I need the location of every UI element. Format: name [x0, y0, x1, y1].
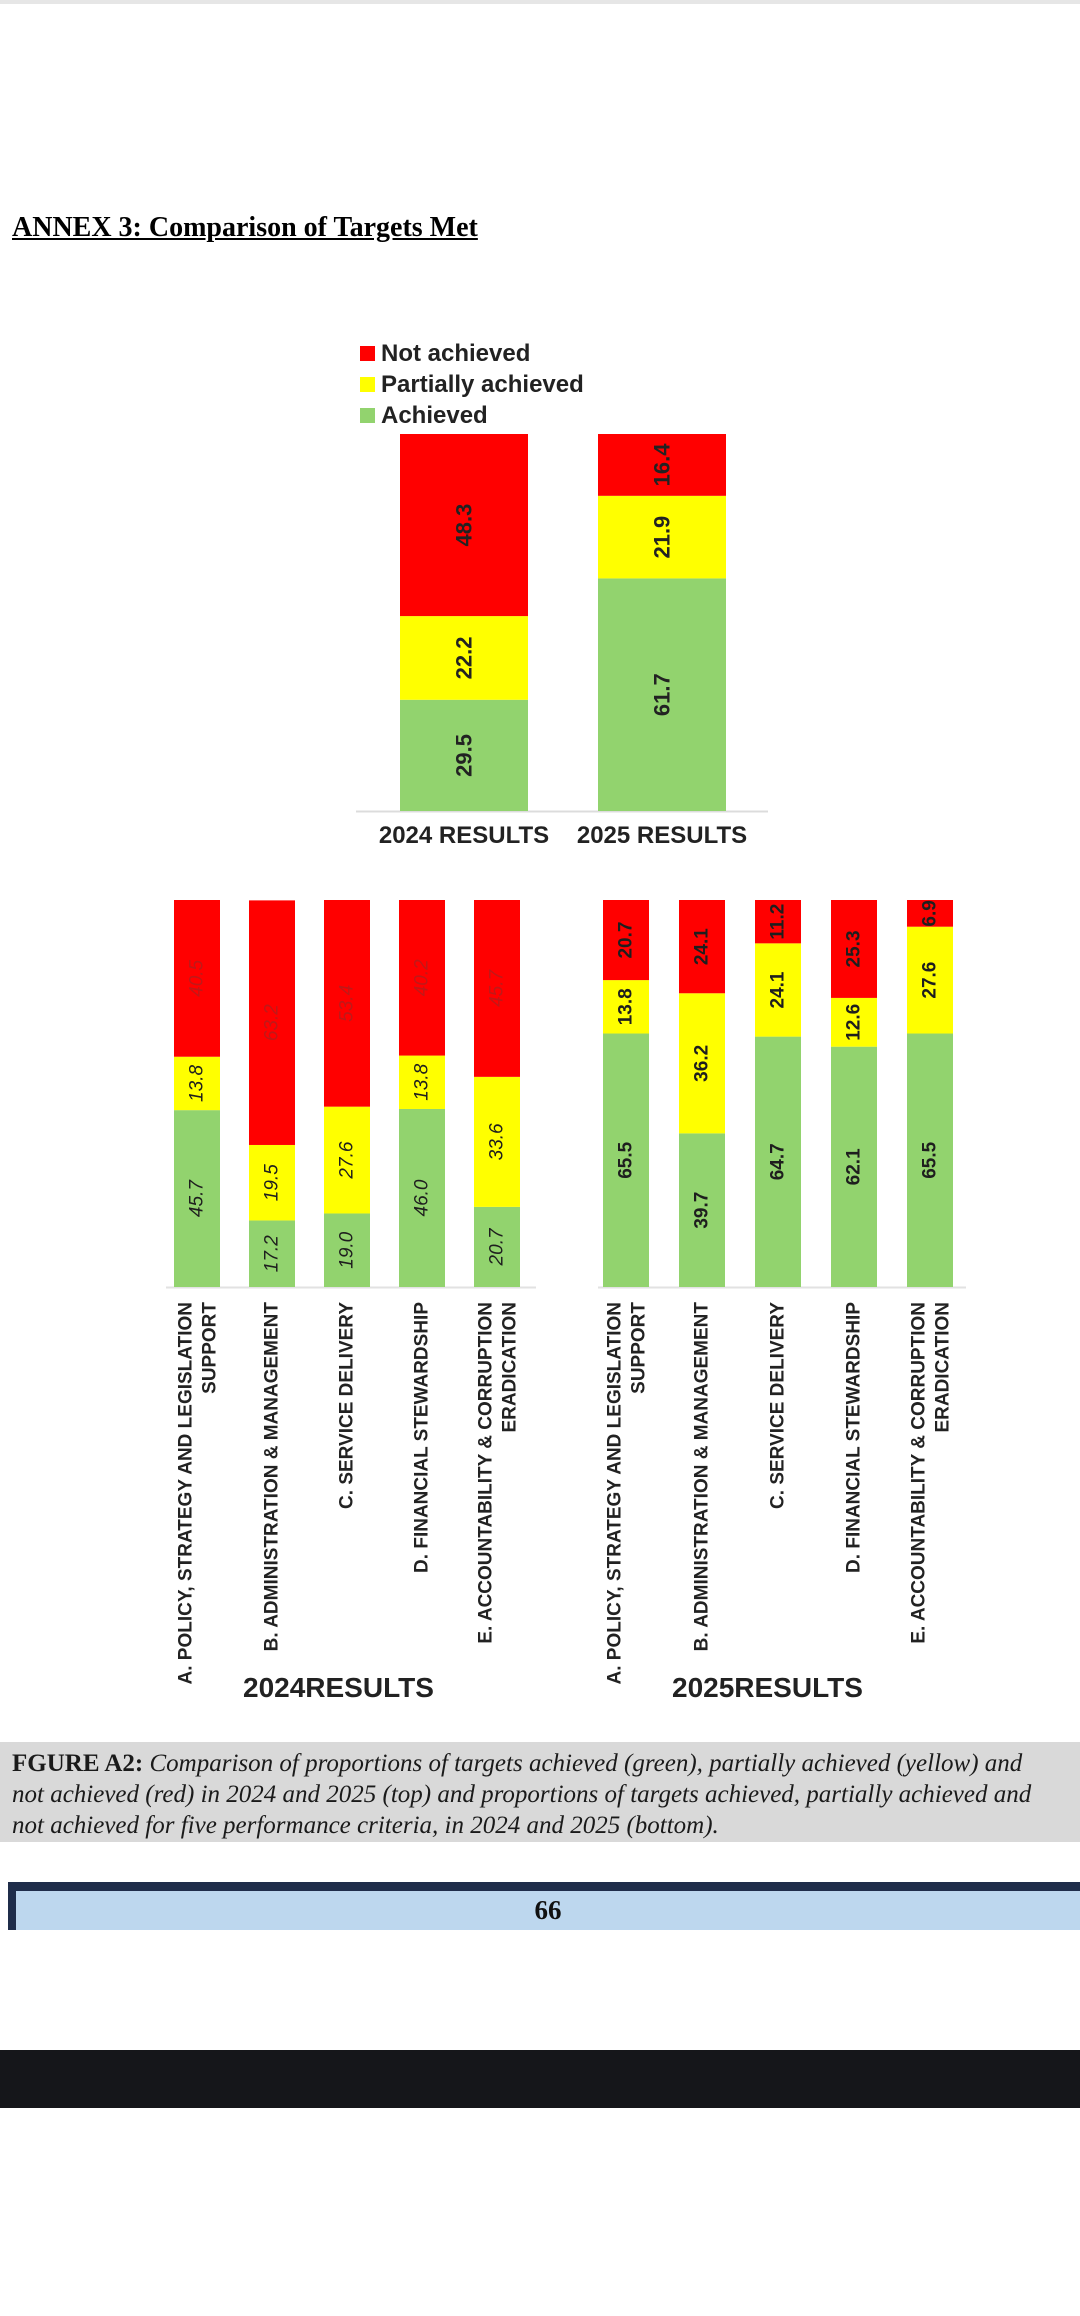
chart-2024-value-c-service-delivery-not-achieved: 53.4	[336, 984, 358, 1022]
value-label-2024-results-not-achieved: 48.3	[451, 503, 477, 547]
caption-line-3: not achieved for five performance criteria, in 2024 and 2025 (bottom).	[12, 1812, 719, 1839]
legend-label-achieved: Achieved	[381, 402, 488, 429]
chart-2024-value-d-financial-stewardship-achieved: 46.0	[411, 1179, 433, 1217]
chart-2024-value-b-administration-management-achieved: 17.2	[261, 1235, 283, 1273]
chart-2024-value-e-accountability-corruption-eradication-partially-achieved: 33.6	[486, 1123, 508, 1161]
chart-2025-category-a-policy-strategy-and-legislation-support-line-2: SUPPORT	[628, 1302, 650, 1394]
chart-2024-value-e-accountability-corruption-eradication-achieved: 20.7	[486, 1228, 508, 1266]
chart-2025-category-a-policy-strategy-and-legislation-support-line-1: A. POLICY, STRATEGY AND LEGISLATION	[604, 1302, 626, 1685]
chart-2025-value-d-financial-stewardship-not-achieved: 25.3	[843, 930, 865, 968]
chart-2024-category-e-accountability-corruption-eradication-line-2: ERADICATION	[499, 1302, 521, 1433]
chart-2025-category-e-accountability-corruption-eradication-line-1: E. ACCOUNTABILITY & CORRUPTION	[908, 1302, 930, 1644]
chart-2025-value-c-service-delivery-achieved: 64.7	[767, 1143, 789, 1181]
chart-2024-group-label: 2024RESULTS	[243, 1672, 434, 1703]
chart-2024-category-d-financial-stewardship: D. FINANCIAL STEWARDSHIP	[411, 1302, 433, 1573]
chart-2024-category-c-service-delivery: C. SERVICE DELIVERY	[336, 1302, 358, 1509]
annex-heading: ANNEX 3: Comparison of Targets Met	[12, 212, 478, 243]
chart-2025-group-label: 2025RESULTS	[672, 1672, 863, 1703]
chart-2025-value-b-administration-management-not-achieved: 24.1	[691, 928, 713, 966]
chart-2025-category-b-administration-management: B. ADMINISTRATION & MANAGEMENT	[691, 1302, 713, 1652]
chart-2025-category-d-financial-stewardship: D. FINANCIAL STEWARDSHIP	[843, 1302, 865, 1573]
viewer-bottom-bar	[0, 2050, 1080, 2108]
chart-2024-category-e-accountability-corruption-eradication-line-1: E. ACCOUNTABILITY & CORRUPTION	[475, 1302, 497, 1644]
value-label-2025-results-partially-achieved: 21.9	[649, 515, 675, 559]
chart-2024-category-a-policy-strategy-and-legislation-support-line-2: SUPPORT	[199, 1302, 221, 1394]
chart-2025-value-a-policy-strategy-and-legislation-support-partially-achieved: 13.8	[615, 988, 637, 1026]
chart-2025-value-e-accountability-corruption-eradication-achieved: 65.5	[919, 1141, 941, 1179]
chart-2025-value-d-financial-stewardship-partially-achieved: 12.6	[843, 1003, 865, 1041]
chart-2025-value-a-policy-strategy-and-legislation-support-achieved: 65.5	[615, 1141, 637, 1179]
chart-2025-value-a-policy-strategy-and-legislation-support-not-achieved: 20.7	[615, 921, 637, 959]
page-number: 66	[16, 1891, 1080, 1930]
caption-text: Comparison of proportions of targets achieved (green), partially achieved (yellow) and	[143, 1750, 1023, 1777]
category-label-2025-results: 2025 RESULTS	[576, 822, 748, 849]
chart-2024-value-e-accountability-corruption-eradication-not-achieved: 45.7	[486, 969, 508, 1007]
chart-2024-value-a-policy-strategy-and-legislation-support-achieved: 45.7	[186, 1180, 208, 1218]
chart-2024-value-b-administration-management-not-achieved: 63.2	[261, 1004, 283, 1042]
figure-caption	[0, 1742, 1080, 1842]
chart-2024-category-b-administration-management: B. ADMINISTRATION & MANAGEMENT	[261, 1302, 283, 1652]
caption-line-2: not achieved (red) in 2024 and 2025 (top) and proportions of targets achieved, partially achieved and	[12, 1781, 1032, 1808]
chart-2025-value-d-financial-stewardship-achieved: 62.1	[843, 1148, 865, 1186]
category-label-2024-results: 2024 RESULTS	[378, 822, 550, 849]
chart-2025-value-e-accountability-corruption-eradication-partially-achieved: 27.6	[919, 961, 941, 999]
chart-2024-category-a-policy-strategy-and-legislation-support-line-1: A. POLICY, STRATEGY AND LEGISLATION	[175, 1302, 197, 1685]
legend-swatch-achieved	[360, 408, 375, 423]
chart-2024-value-d-financial-stewardship-partially-achieved: 13.8	[411, 1063, 433, 1101]
page-footer	[8, 1882, 1080, 1930]
chart-2025-category-e-accountability-corruption-eradication-line-2: ERADICATION	[932, 1302, 954, 1433]
legend-label-not-achieved: Not achieved	[381, 340, 531, 367]
value-label-2024-results-partially-achieved: 22.2	[451, 636, 477, 680]
chart-2025-category-c-service-delivery: C. SERVICE DELIVERY	[767, 1302, 789, 1509]
chart-2024-value-b-administration-management-partially-achieved: 19.5	[261, 1164, 283, 1202]
legend-swatch-partially-achieved	[360, 377, 375, 392]
chart-2025-value-c-service-delivery-not-achieved: 11.2	[767, 903, 789, 940]
value-label-2025-results-achieved: 61.7	[649, 673, 675, 717]
legend-label-partially-achieved: Partially achieved	[381, 371, 584, 398]
chart-2024-value-c-service-delivery-partially-achieved: 27.6	[336, 1141, 358, 1179]
chart-2024-value-d-financial-stewardship-not-achieved: 40.2	[411, 959, 433, 997]
caption-label: FGURE A2:	[12, 1750, 144, 1777]
value-label-2025-results-not-achieved: 16.4	[649, 443, 675, 487]
chart-2025-value-e-accountability-corruption-eradication-not-achieved: 6.9	[919, 900, 941, 927]
chart-2024-value-a-policy-strategy-and-legislation-support-partially-achieved: 13.8	[186, 1064, 208, 1102]
chart-2025-value-c-service-delivery-partially-achieved: 24.1	[767, 971, 789, 1009]
value-label-2024-results-achieved: 29.5	[451, 733, 477, 777]
chart-2024-value-a-policy-strategy-and-legislation-support-not-achieved: 40.5	[186, 959, 208, 997]
chart-2025-value-b-administration-management-partially-achieved: 36.2	[691, 1044, 713, 1082]
chart-2024-value-c-service-delivery-achieved: 19.0	[336, 1231, 358, 1269]
legend-swatch-not-achieved	[360, 346, 375, 361]
chart-2025-value-b-administration-management-achieved: 39.7	[691, 1191, 713, 1229]
